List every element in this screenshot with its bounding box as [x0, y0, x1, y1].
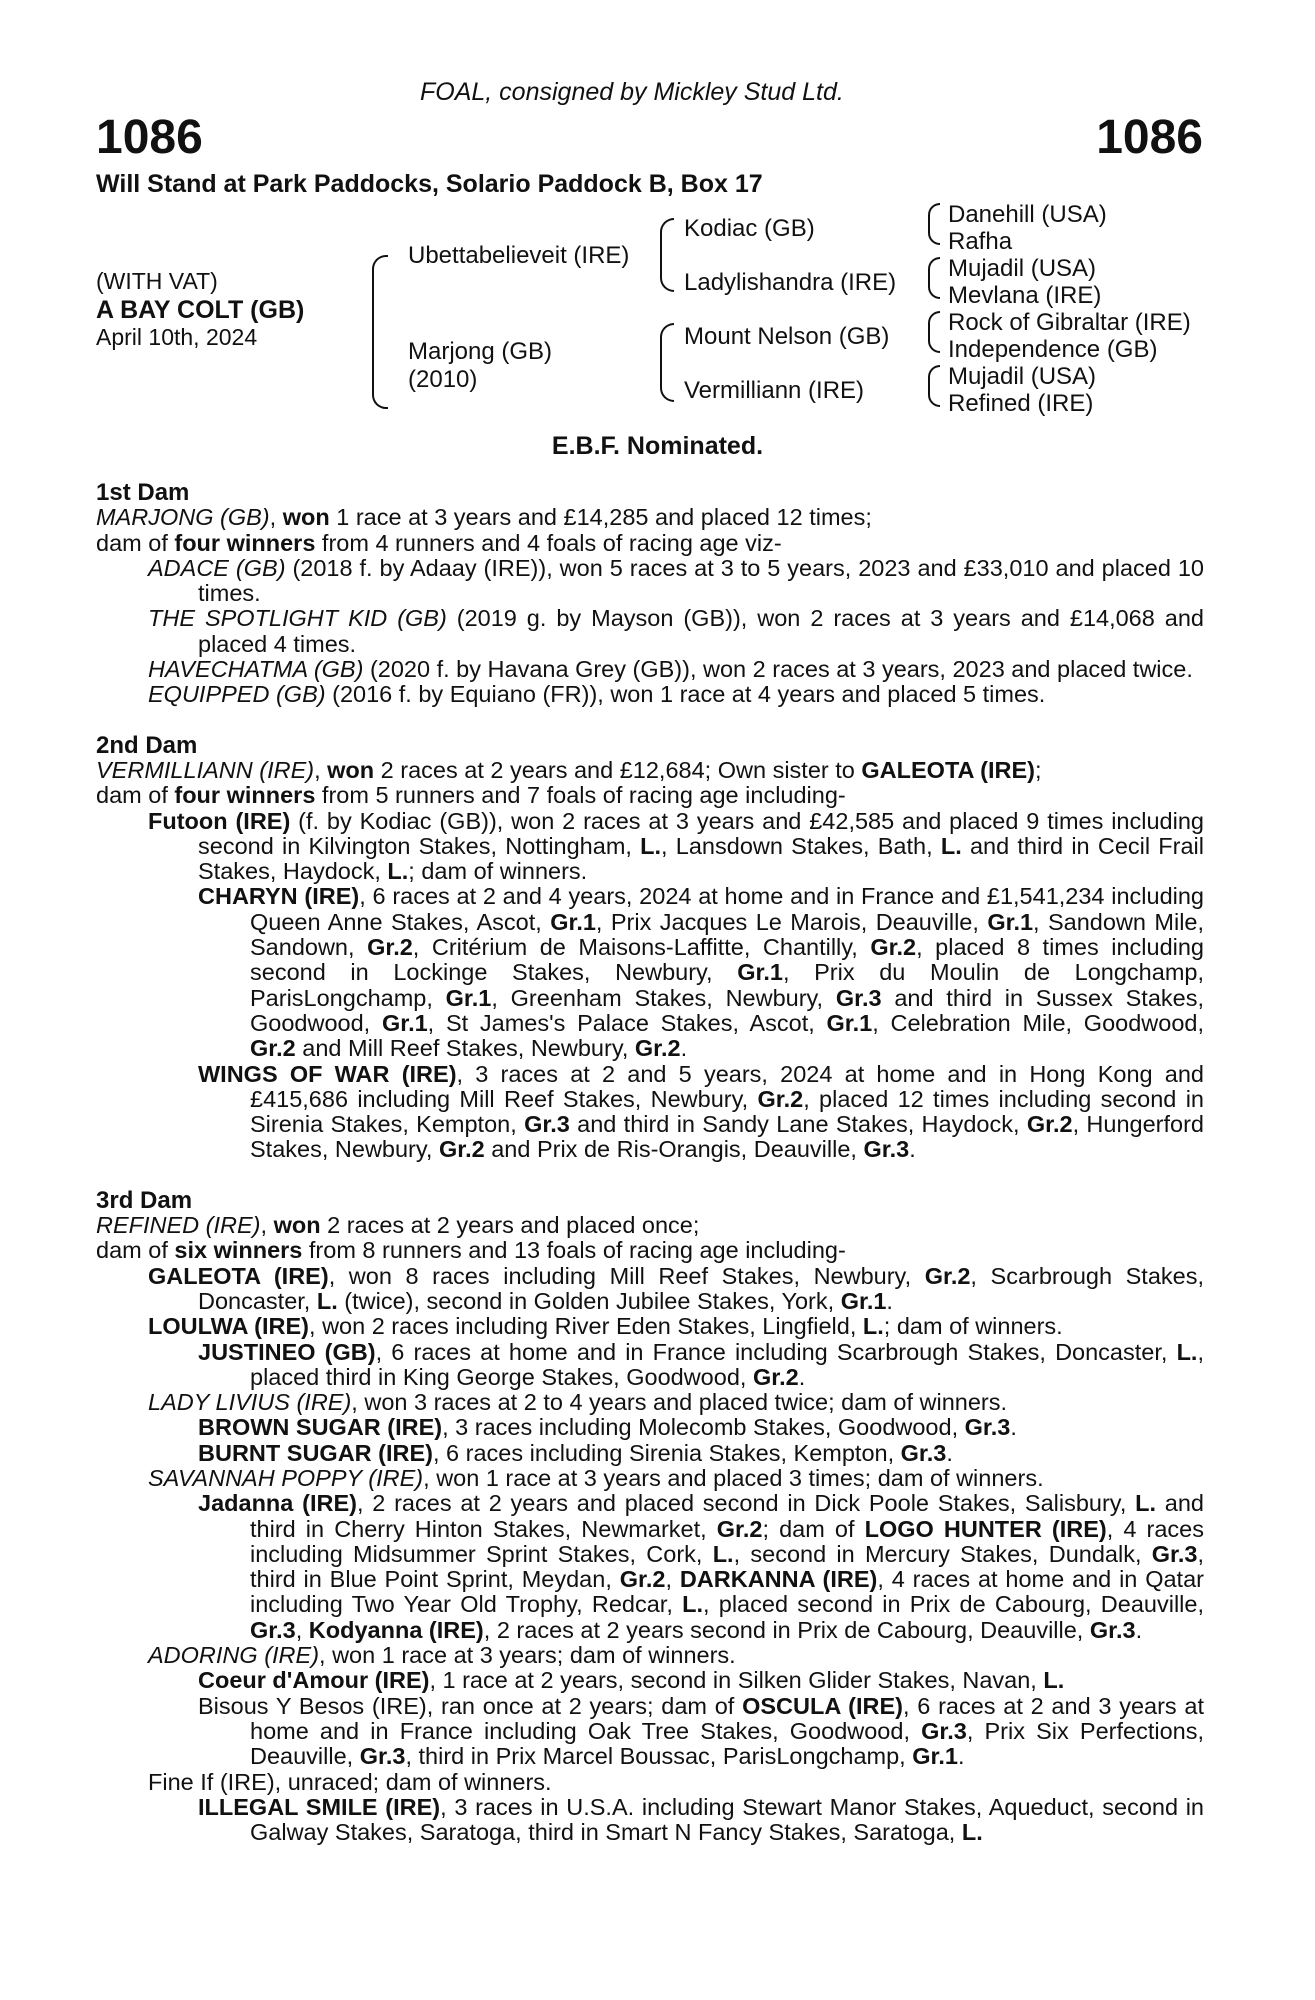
- dam1-produce-intro: dam of four winners from 4 runners and 4 foals of racing age viz-: [96, 529, 782, 556]
- pedigree-brace-main: [372, 255, 388, 409]
- dam1-foal-adace: ADACE (GB) (2018 f. by Adaay (IRE)), won 5 races at 3 to 5 years, 2023 and £33,010 and placed 10 times.: [148, 554, 1204, 607]
- pedigree-sire-sire: Kodiac (GB): [684, 215, 815, 242]
- dam3-foal-lady-livius: LADY LIVIUS (IRE), won 3 races at 2 to 4 years and placed twice; dam of winners.: [148, 1389, 1008, 1416]
- pedigree-g5: Rock of Gibraltar (IRE): [948, 309, 1191, 336]
- dam3-produce-intro: dam of six winners from 8 runners and 13 foals of racing age including-: [96, 1237, 846, 1264]
- dam1-foal-havechatma: HAVECHATMA (GB) (2020 f. by Havana Grey (GB)), won 2 races at 3 years, 2023 and placed twice.: [148, 656, 1193, 683]
- dam2-summary: VERMILLIANN (IRE), won 2 races at 2 years and £12,684; Own sister to GALEOTA (IRE);: [96, 756, 1042, 783]
- dam3-grandfoal-illegal-smile: ILLEGAL SMILE (IRE), 3 races in U.S.A. including Stewart Manor Stakes, Aqueduct, second in Galway Stakes, Saratoga, third in Smart N Fancy Stakes, Saratoga, L.: [198, 1793, 1205, 1846]
- dam3-grandfoal-justineo: JUSTINEO (GB), 6 races at home and in France including Scarbrough Stakes, Doncaster, L., placed third in King George Stakes, Goodwood, Gr.2.: [198, 1338, 1204, 1390]
- pedigree-g1: Danehill (USA): [948, 201, 1107, 228]
- dam2-produce-intro: dam of four winners from 5 runners and 7 foals of racing age including-: [96, 782, 846, 809]
- vat-note: (WITH VAT): [96, 268, 218, 294]
- pedigree-dam-dam: Vermilliann (IRE): [684, 377, 865, 404]
- dam3-foal-savannah-poppy: SAVANNAH POPPY (IRE), won 1 race at 3 years and placed 3 times; dam of winners.: [148, 1464, 1044, 1491]
- pedigree-brace-g4: [928, 365, 940, 407]
- dam3-grandfoal-burnt-sugar: BURNT SUGAR (IRE), 6 races including Sirenia Stakes, Kempton, Gr.3.: [198, 1439, 953, 1466]
- pedigree-brace-sire: [660, 218, 674, 292]
- dam3-grandfoal-bisous-y-besos: Bisous Y Besos (IRE), ran once at 2 years; dam of OSCULA (IRE), 6 races at 2 and 3 years at home and in France including Oak Tree Stakes, Goodwood, Gr.3, Prix Six Perfections, Deauville, Gr.3, third in Prix Marcel Boussac, ParisLongchamp, Gr.1.: [198, 1692, 1204, 1770]
- lot-number-right: 1086: [1096, 111, 1203, 164]
- horse-name: A BAY COLT (GB): [96, 296, 305, 324]
- pedigree-g7: Mujadil (USA): [948, 363, 1097, 390]
- dam3-grandfoal-coeur-damour: Coeur d'Amour (IRE), 1 race at 2 years, second in Silken Glider Stakes, Navan, L.: [198, 1667, 1065, 1694]
- dam3-foal-adoring: ADORING (IRE), won 1 race at 3 years; dam of winners.: [148, 1642, 736, 1669]
- dam3-grandfoal-brown-sugar: BROWN SUGAR (IRE), 3 races including Molecomb Stakes, Goodwood, Gr.3.: [198, 1414, 1017, 1441]
- consignor-line: FOAL, consigned by Mickley Stud Ltd.: [420, 78, 844, 106]
- pedigree-dam-sire: Mount Nelson (GB): [684, 323, 890, 350]
- pedigree-dam: Marjong (GB): [408, 338, 553, 365]
- dam2-grandfoal-charyn: CHARYN (IRE), 6 races at 2 and 4 years, 2024 at home and in France and £1,541,234 including Queen Anne Stakes, Ascot, Gr.1, Prix Jacques Le Marois, Deauville, Gr.1, Sandown Mile, Sandown, Gr.2, Critérium de Maisons-Laffitte, Chantilly, Gr.2, placed 8 times including second in Lockinge Stakes, Newbury, Gr.1, Prix du Moulin de Longchamp, ParisLongchamp, Gr.1, Greenham Stakes, Newbury, Gr.3 and third in Sussex Stakes, Goodwood, Gr.1, St James's Palace Stakes, Ascot, Gr.1, Celebration Mile, Goodwood, Gr.2 and Mill Reef Stakes, Newbury, Gr.2.: [198, 883, 1205, 1062]
- pedigree-brace-g1: [928, 203, 940, 245]
- dam3-grandfoal-jadanna: Jadanna (IRE), 2 races at 2 years and placed second in Dick Poole Stakes, Salisbury, L. and third in Cherry Hinton Stakes, Newmarket, Gr.2; dam of LOGO HUNTER (IRE), 4 races including Midsummer Sprint Stakes, Cork, L., second in Mercury Stakes, Dundalk, Gr.3, third in Blue Point Sprint, Meydan, Gr.2, DARKANNA (IRE), 4 races at home and in Qatar including Two Year Old Trophy, Redcar, L., placed second in Prix de Cabourg, Deauville, Gr.3, Kodyanna (IRE), 2 races at 2 years second in Prix de Cabourg, Deauville, Gr.3.: [198, 1490, 1204, 1643]
- pedigree-g4: Mevlana (IRE): [948, 282, 1102, 309]
- pedigree-g6: Independence (GB): [948, 336, 1158, 363]
- pedigree-brace-dam: [660, 323, 674, 402]
- section-heading-1st-dam: 1st Dam: [96, 479, 190, 506]
- stand-location: Will Stand at Park Paddocks, Solario Paddock B, Box 17: [96, 170, 763, 198]
- pedigree-brace-g3: [928, 311, 940, 353]
- dam3-foal-loulwa: LOULWA (IRE), won 2 races including River Eden Stakes, Lingfield, L.; dam of winners.: [148, 1313, 1063, 1340]
- pedigree-notes: [96, 480, 1204, 1845]
- pedigree-sire-dam: Ladylishandra (IRE): [684, 269, 897, 296]
- pedigree-brace-g2: [928, 257, 940, 299]
- dam3-foal-fine-if: Fine If (IRE), unraced; dam of winners.: [148, 1768, 552, 1795]
- horse-dob: April 10th, 2024: [96, 324, 258, 350]
- lot-number-left: 1086: [96, 111, 203, 164]
- dam1-summary: MARJONG (GB), won 1 race at 3 years and £14,285 and placed 12 times;: [96, 504, 872, 531]
- dam1-foal-spotlight-kid: THE SPOTLIGHT KID (GB) (2019 g. by Mayson (GB)), won 2 races at 3 years and £14,068 and placed 4 times.: [148, 605, 1204, 657]
- dam1-foal-equipped: EQUIPPED (GB) (2016 f. by Equiano (FR)), won 1 race at 4 years and placed 5 times.: [148, 681, 1046, 708]
- section-heading-2nd-dam: 2nd Dam: [96, 731, 198, 759]
- section-heading-3rd-dam: 3rd Dam: [96, 1186, 193, 1214]
- pedigree-g3: Mujadil (USA): [948, 255, 1097, 282]
- ebf-nominated: E.B.F. Nominated.: [551, 432, 764, 460]
- dam3-foal-galeota: GALEOTA (IRE), won 8 races including Mill Reef Stakes, Newbury, Gr.2, Scarbrough Stakes, Doncaster, L. (twice), second in Golden Jubilee Stakes, York, Gr.1.: [148, 1262, 1204, 1314]
- dam3-summary: REFINED (IRE), won 2 races at 2 years and placed once;: [96, 1212, 700, 1239]
- dam2-grandfoal-wings-of-war: WINGS OF WAR (IRE), 3 races at 2 and 5 years, 2024 at home and in Hong Kong and £415,686 including Mill Reef Stakes, Newbury, Gr.2, placed 12 times including second in Sirenia Stakes, Kempton, Gr.3 and third in Sandy Lane Stakes, Haydock, Gr.2, Hungerford Stakes, Newbury, Gr.2 and Prix de Ris-Orangis, Deauville, Gr.3.: [198, 1060, 1204, 1163]
- pedigree-sire: Ubettabelieveit (IRE): [408, 242, 630, 269]
- pedigree-g2: Rafha: [948, 228, 1013, 255]
- pedigree-dam-year: (2010): [408, 366, 478, 393]
- pedigree-g8: Refined (IRE): [948, 390, 1094, 417]
- dam2-foal-futoon: Futoon (IRE) (f. by Kodiac (GB)), won 2 races at 3 years and £42,585 and placed 9 times including second in Kilvington Stakes, Nottingham, L., Lansdown Stakes, Bath, L. and third in Cecil Frail Stakes, Haydock, L.; dam of winners.: [148, 807, 1204, 885]
